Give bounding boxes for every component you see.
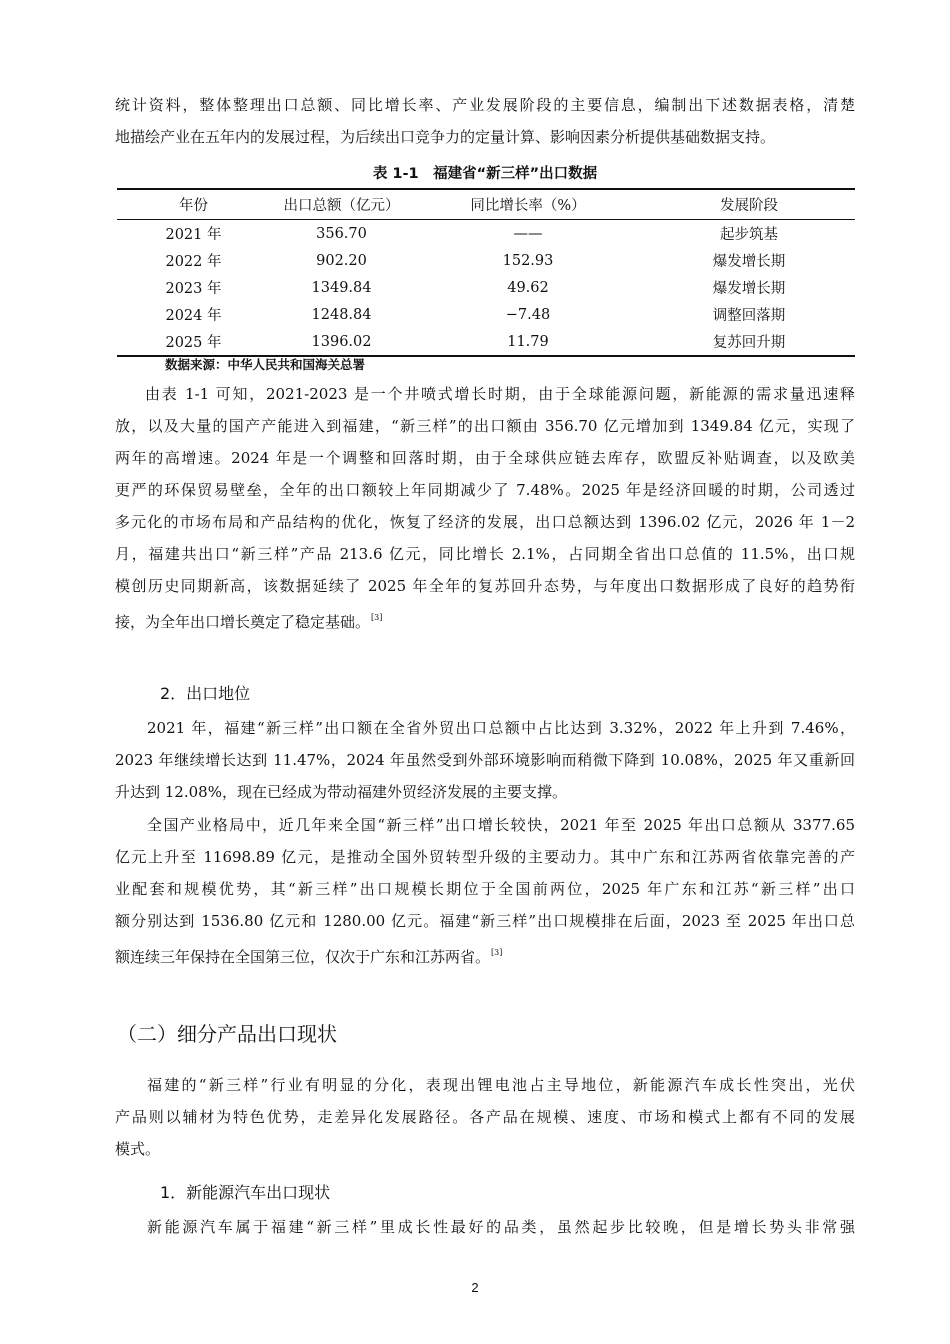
intro-paragraph [115,89,855,153]
cell-export-total: 1349.84 [311,279,372,296]
line-text: 额连续三年保持在全国第三位，仅次于广东和江苏两省。 [115,948,491,966]
text-line: 模式。 [115,1140,161,1158]
text-line: 月，福建共出口“新三样”产品 213.6 亿元，同比增长 2.1%，占同期全省出口总值的 11.5%，出口规 [115,545,855,563]
text-line: 统计资料，整体整理出口总额、同比增长率、产业发展阶段的主要信息，编制出下述数据表格，清楚 [115,96,855,114]
citation-ref: [3] [371,613,383,622]
segment-intro-paragraph [115,1069,855,1165]
export-share-paragraph [115,712,855,808]
cell-export-total: 1396.02 [311,333,372,350]
citation-ref: [3] [491,948,503,957]
export-data-table [117,188,855,357]
cell-year: 2021 年 [165,227,222,243]
table-row [117,220,855,248]
nev-paragraph [115,1211,855,1243]
text-line: 由表 1-1 可知，2021-2023 是一个井喷式增长时期，由于全球能源问题，新能源的需求量迅速释 [145,385,855,403]
text-line: 额分别达到 1536.80 亿元和 1280.00 亿元。福建“新三样”出口规模排在后面，2023 至 2025 年出口总 [115,912,855,930]
page-number: 2 [471,1280,479,1295]
text-line: 多元化的市场布局和产品结构的优化，恢复了经济的发展，出口总额达到 1396.02 亿元，2026 年 1－2 [115,513,855,531]
cell-export-total: 902.20 [316,252,367,269]
text-line: 亿元上升至 11698.89 亿元，是推动全国外贸转型升级的主要动力。其中广东和江苏两省依靠完善的产 [115,848,855,866]
line-text: 接，为全年出口增长奠定了稳定基础。 [115,613,371,631]
cell-growth-rate: 11.79 [507,333,549,350]
text-line: 2021 年，福建“新三样”出口额在全省外贸出口总额中占比达到 3.32%，2022 年上升到 7.46%， [147,719,855,737]
cell-export-total: 356.70 [316,225,367,242]
cell-year: 2025 年 [165,335,222,351]
text-line [115,937,855,969]
text-line [115,602,855,634]
table-source-note: 数据来源：中华人民共和国海关总署 [165,357,366,372]
analysis-paragraph [115,378,855,634]
table-row [117,328,855,356]
national-pattern-paragraph [115,809,855,969]
cell-stage: 调整回落期 [712,308,786,324]
text-line: 2023 年继续增长达到 11.47%，2024 年虽然受到外部环境影响而稍微下降到 10.08%，2025 年又重新回 [115,751,855,769]
cell-growth-rate: 49.62 [507,279,549,296]
text-line: 产品则以辅材为特色优势，走差异化发展路径。各产品在规模、速度、市场和模式上都有不同的发展 [115,1108,855,1126]
text-line: 新能源汽车属于福建“新三样”里成长性最好的品类，虽然起步比较晚，但是增长势头非常强 [147,1218,855,1236]
cell-export-total: 1248.84 [311,306,372,323]
table-header-row [117,189,855,220]
text-line: 更严的环保贸易壁垒，全年的出口额较上年同期减少了 7.48%。2025 年是经济回暖的时期，公司透过 [115,481,855,499]
text-line: 升达到 12.08%，现在已经成为带动福建外贸经济发展的主要支撑。 [115,783,567,801]
column-header-growth-rate: 同比增长率（%） [470,198,586,214]
cell-growth-rate: −7.48 [505,306,551,323]
text-line: 业配套和规模优势，其“新三样”出口规模长期位于全国前两位，2025 年广东和江苏“新三样”出口 [115,880,855,898]
cell-growth-rate: —— [513,225,543,242]
column-header-export-total: 出口总额（亿元） [283,198,400,214]
cell-stage: 爆发增长期 [712,254,786,270]
section-heading-segment-products: （二）细分产品出口现状 [117,1022,337,1046]
cell-year: 2024 年 [165,308,222,324]
cell-stage: 复苏回升期 [712,335,786,351]
text-line: 福建的“新三样”行业有明显的分化，表现出锂电池占主导地位，新能源汽车成长性突出，光伏 [147,1076,855,1094]
table-row [117,247,855,274]
section-heading-nev-export: 1．新能源汽车出口现状 [160,1183,331,1202]
cell-stage: 爆发增长期 [712,281,786,297]
text-line: 地描绘产业在五年内的发展过程，为后续出口竞争力的定量计算、影响因素分析提供基础数据支持。 [115,128,776,146]
cell-year: 2022 年 [165,254,222,270]
section-heading-export-position: 2．出口地位 [160,684,251,703]
column-header-year: 年份 [179,198,208,214]
cell-growth-rate: 152.93 [502,252,554,269]
text-line: 全国产业格局中，近几年来全国“新三样”出口增长较快，2021 年至 2025 年出口总额从 3377.65 [147,816,855,834]
column-header-stage: 发展阶段 [720,198,778,214]
table-row [117,301,855,328]
text-line: 模创历史同期新高，该数据延续了 2025 年全年的复苏回升态势，与年度出口数据形成了良好的趋势衔 [115,577,855,595]
table-row [117,274,855,301]
text-line: 放，以及大量的国产产能进入到福建，“新三样”的出口额由 356.70 亿元增加到 1349.84 亿元，实现了 [115,417,855,435]
text-line: 两年的高增速。2024 年是一个调整和回落时期，由于全球供应链去库存，欧盟反补贴调查，以及欧美 [115,449,855,467]
cell-year: 2023 年 [165,281,222,297]
cell-stage: 起步筑基 [720,227,778,243]
table-title: 表 1-1 福建省“新三样”出口数据 [372,166,598,182]
